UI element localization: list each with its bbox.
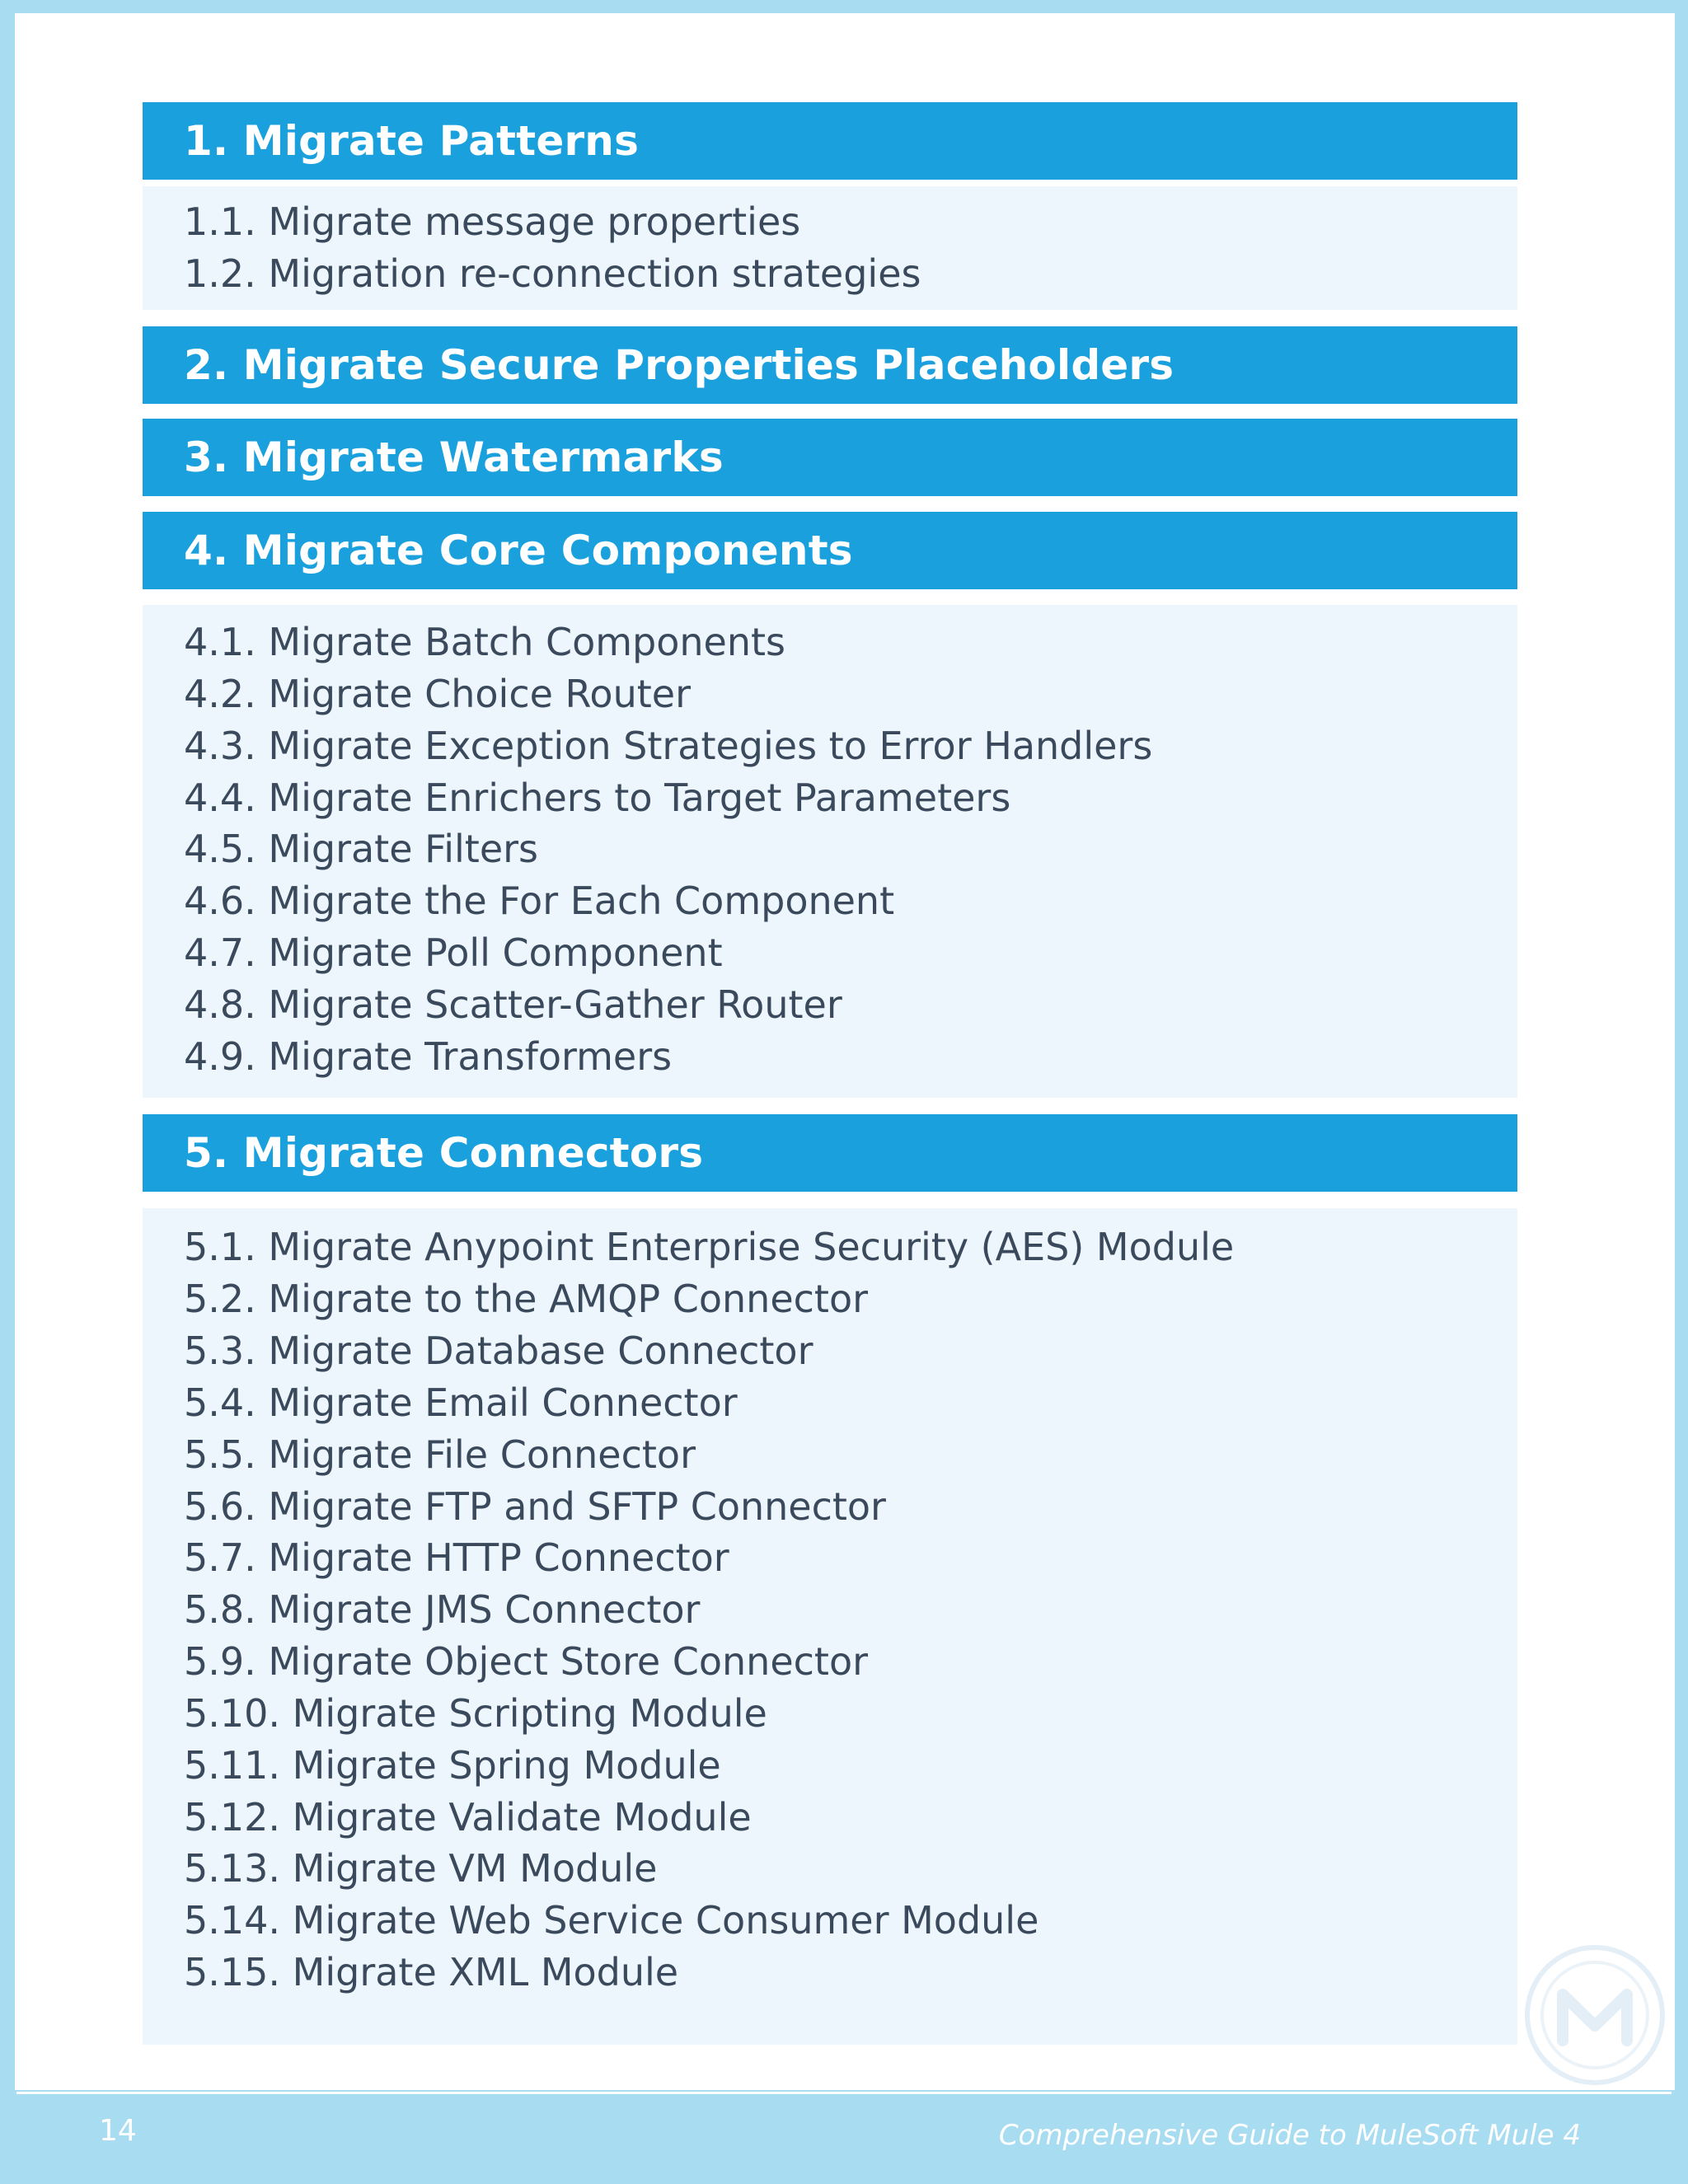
- section-header-5[interactable]: [143, 1114, 1517, 1192]
- subsection-item[interactable]: 4.7. Migrate Poll Component: [184, 930, 723, 975]
- subsection-item[interactable]: 4.4. Migrate Enrichers to Target Parameters: [184, 776, 1011, 820]
- subsection-item[interactable]: 5.12. Migrate Validate Module: [184, 1795, 752, 1840]
- subsection-item[interactable]: 4.9. Migrate Transformers: [184, 1034, 673, 1079]
- subsection-item[interactable]: 1.2. Migration re-connection strategies: [184, 251, 921, 296]
- subsection-item[interactable]: 5.4. Migrate Email Connector: [184, 1380, 738, 1425]
- subsection-item[interactable]: 5.8. Migrate JMS Connector: [184, 1587, 701, 1632]
- subsection-item[interactable]: 4.2. Migrate Choice Router: [184, 672, 691, 716]
- subsection-item[interactable]: 4.6. Migrate the For Each Component: [184, 879, 895, 923]
- subsection-item[interactable]: 5.1. Migrate Anypoint Enterprise Security (AES) Module: [184, 1225, 1235, 1269]
- page-number: 14: [99, 2114, 137, 2148]
- subsection-item[interactable]: 5.7. Migrate HTTP Connector: [184, 1535, 729, 1580]
- section-header-1[interactable]: [143, 102, 1517, 180]
- section-title: 1. Migrate Patterns: [184, 117, 640, 165]
- section-header-2[interactable]: [143, 326, 1517, 404]
- subsection-item[interactable]: 5.5. Migrate File Connector: [184, 1432, 696, 1477]
- subsection-item[interactable]: 1.1. Migrate message properties: [184, 199, 801, 244]
- subsection-item[interactable]: 5.14. Migrate Web Service Consumer Module: [184, 1898, 1039, 1943]
- subsection-item[interactable]: 4.1. Migrate Batch Components: [184, 620, 786, 664]
- subsection-item[interactable]: 5.6. Migrate FTP and SFTP Connector: [184, 1484, 886, 1529]
- subsection-item[interactable]: 4.5. Migrate Filters: [184, 827, 539, 871]
- page-footer: [16, 2092, 1672, 2168]
- section-header-3[interactable]: [143, 419, 1517, 496]
- section-title: 2. Migrate Secure Properties Placeholders: [184, 341, 1175, 389]
- subsection-item[interactable]: 5.9. Migrate Object Store Connector: [184, 1639, 869, 1684]
- subsection-item[interactable]: 5.3. Migrate Database Connector: [184, 1329, 814, 1373]
- subsection-list-4: [143, 605, 1517, 1098]
- subsection-item[interactable]: 4.3. Migrate Exception Strategies to Error Handlers: [184, 724, 1153, 768]
- subsection-list-1: [143, 186, 1517, 310]
- section-header-4[interactable]: [143, 512, 1517, 589]
- section-title: 5. Migrate Connectors: [184, 1129, 704, 1177]
- subsection-item[interactable]: 5.13. Migrate VM Module: [184, 1846, 658, 1891]
- footer-document-title: Comprehensive Guide to MuleSoft Mule 4: [998, 2119, 1581, 2152]
- section-title: 4. Migrate Core Components: [184, 527, 853, 574]
- subsection-list-5: [143, 1208, 1517, 2045]
- subsection-item[interactable]: 5.10. Migrate Scripting Module: [184, 1691, 767, 1736]
- subsection-item[interactable]: 4.8. Migrate Scatter-Gather Router: [184, 982, 842, 1027]
- subsection-item[interactable]: 5.11. Migrate Spring Module: [184, 1743, 721, 1788]
- subsection-item[interactable]: 5.15. Migrate XML Module: [184, 1950, 679, 1994]
- section-title: 3. Migrate Watermarks: [184, 434, 724, 481]
- subsection-item[interactable]: 5.2. Migrate to the AMQP Connector: [184, 1277, 869, 1321]
- mulesoft-logo-icon: [1523, 1943, 1667, 2087]
